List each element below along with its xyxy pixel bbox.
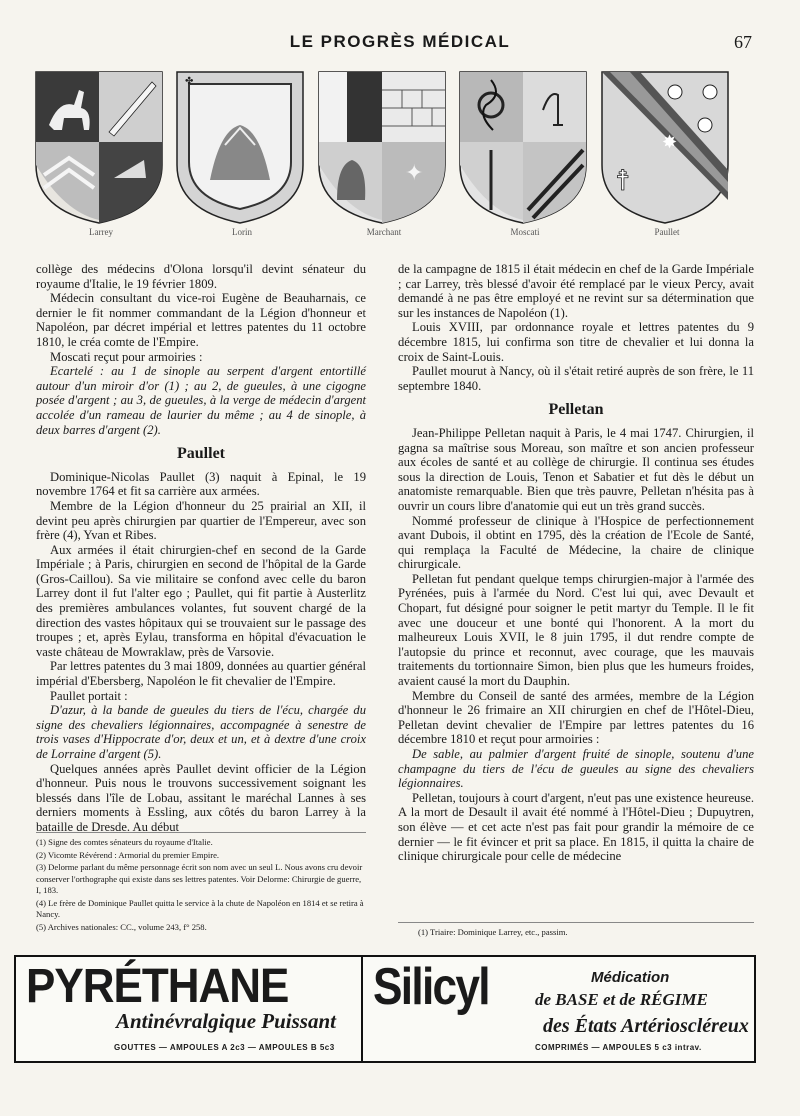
svg-text:☨: ☨ [615, 164, 631, 197]
paragraph: Nommé professeur de clinique à l'Hospice de perfectionnement avant Dubois, il obtint en 1795, dès la création de l'Ecole de Santé, qui remplaça la Faculté de Médecine, la chaire de clinique chirurgicale. [398, 513, 754, 572]
ad-brand-silicyl: Silicyl [373, 958, 489, 1016]
page-number: 67 [734, 32, 752, 52]
blazon-paullet: D'azur, à la bande de gueules du tiers de l'écu, chargée du signe des chevaliers légionnaires, accompagnée à senestre de trois vases d'Hippocrate d'or, deux et un, et à dextre d'une croix de Lorraine d'argent (5). [36, 703, 366, 761]
arms-label: Marchant [366, 227, 402, 237]
page-header [0, 30, 800, 58]
lorin-shield-icon [175, 70, 305, 225]
section-heading-pelletan: Pelletan [548, 401, 604, 419]
left-column [36, 262, 366, 835]
paragraph: collège des médecins d'Olona lorsqu'il devint sénateur du royaume d'Italie, le 19 février 1809. [36, 262, 366, 291]
section-heading-paullet: Paullet [177, 445, 225, 463]
footnote: (1) Signe des comtes sénateurs du royaume d'Italie. [36, 837, 213, 847]
ad-line: de BASE et de RÉGIME [535, 990, 708, 1009]
arms-label: Larrey [89, 227, 113, 237]
footnote: (4) Le frère de Dominique Paullet quitta le service à la chute de Napoléon en 1814 et se retira à Nancy. [36, 897, 364, 919]
arms-label: Lorin [232, 227, 252, 237]
paragraph: Membre du Conseil de santé des armées, membre de la Légion d'honneur le 26 frimaire an XII chirurgien en chef de l'Hôtel-Dieu, Pelletan devint chevalier de l'Empire par lettres patentes du 16 décembre 1810 et reçut pour armoiries : [398, 688, 754, 747]
moscati-shield-icon [458, 70, 588, 225]
paragraph: Quelques années après Paullet devint officier de la Légion d'honneur. Puis nous le trouvons successivement soignant les blessés dans l'île de Lobau, assitant le maréchal Lannes à ses derniers moments à Essling, aux côtés du baron Larrey à la bataille de Dresde. Au début [36, 761, 366, 834]
ad-pyrethane [16, 957, 363, 1061]
paragraph: Médecin consultant du vice-roi Eugène de Beauharnais, ce dernier le fit nommer commandant de la Légion d'honneur et Napoléon, par décret impérial et lettres patentes du 11 octobre 1810, le créa comte de l'Empire. [36, 291, 366, 349]
footnote-right [398, 922, 754, 938]
paragraph: Membre de la Légion d'honneur du 25 prairial an XII, il devint peu après chirurgien par quartier de l'Empereur, avec son frère (4), Yvan et Ribes. [36, 498, 366, 543]
journal-title: LE PROGRÈS MÉDICAL [289, 32, 511, 51]
paragraph: Par lettres patentes du 3 mai 1809, données au quartier général impérial d'Ebersberg, Napoléon le fit chevalier de l'Empire. [36, 659, 366, 689]
blazon-moscati: Ecartelé : au 1 de sinople au serpent d'argent entortillé autour d'un miroir d'or (1) ; au 2, de gueules, à une cigogne posée d'argent ; au 3, de gueules, à la verge de médecin d'argent accolée d'un rameau de laurier du même ; au 4 de sinople, à deux barres d'argent (2). [36, 364, 366, 437]
paullet-shield-icon [600, 70, 730, 225]
advertisement-banner [14, 955, 756, 1063]
ad-footer: COMPRIMÉS — AMPOULES 5 c3 intrav. [535, 1043, 702, 1052]
paragraph: de la campagne de 1815 il était médecin en chef de la Garde Impériale ; car Larrey, très blessé d'avoir été remplacé par le vieux Percy, avait demandé à ne pas être employé et ne revint sur sa détermination que sur les instances de Napoléon (1). [398, 262, 754, 320]
coats-of-arms-row [34, 70, 734, 245]
footnote: (3) Delorme parlant du même personnage écrit son nom avec un seul L. Nous avons cru devoir conserver l'orthographe qui existe dans ses lettres patentes. Voir Delorme: Chirurgie de guerre, I, 183. [36, 862, 363, 895]
marchant-shield-icon [317, 70, 447, 225]
paragraph: Paullet portait : [50, 688, 128, 703]
coat-of-arms-lorin [175, 70, 309, 237]
footnotes-left [36, 832, 366, 934]
paragraph: Aux armées il était chirurgien-chef en second de la Garde Impériale ; à Paris, chirurgien en second de l'hôpital de la Garde (Gros-Caillou). Sa vie militaire se confond avec celle du baron Larrey dont il fut l'alter ego ; Paullet, qui fit partie à Austerlitz des premières ambulances volantes, fut souvent chargé de la direction des vastes hôpitaux qui se trouvaient sur le passage des troupes ; et, après Eylau, transforma en hôpital d'évacuation le vaste château de Mowraklaw, près de Varsovie. [36, 542, 366, 659]
coat-of-arms-paullet [600, 70, 734, 237]
paragraph: Louis XVIII, par ordonnance royale et lettres patentes du 9 décembre 1815, lui confirma son titre de chevalier et lui donna la croix de Saint-Louis. [398, 320, 754, 364]
ad-line: des États Artérioscléreux [543, 1015, 749, 1037]
coat-of-arms-larrey [34, 70, 168, 237]
paragraph: Paullet mourut à Nancy, où il s'était retiré auprès de son frère, le 11 septembre 1840. [398, 364, 754, 393]
blazon-pelletan: De sable, au palmier d'argent fruité de sinople, soutenu d'une champagne du tiers de l'écu de gueules au signe des chevaliers légionnaires. [398, 747, 754, 791]
arms-label: Paullet [654, 227, 680, 237]
ad-silicyl [363, 957, 754, 1061]
ad-line: Médication [591, 969, 670, 986]
coat-of-arms-moscati [458, 70, 592, 237]
footnote: (1) Triaire: Dominique Larrey, etc., passim. [418, 927, 568, 937]
paragraph: Dominique-Nicolas Paullet (3) naquit à Epinal, le 19 novembre 1764 et fit sa carrière aux armées. [36, 469, 366, 499]
right-column [398, 262, 754, 864]
footnote: (5) Archives nationales: CC., volume 243, f° 258. [36, 921, 207, 932]
footnote: (2) Vicomte Révérend : Armorial du premier Empire. [36, 849, 220, 860]
paragraph: Moscati reçut pour armoiries : [50, 349, 203, 364]
ad-brand-pyrethane: PYRÉTHANE [26, 959, 289, 1013]
arms-label: Moscati [510, 227, 540, 237]
svg-text:✤: ✤ [185, 76, 194, 87]
svg-text:✸: ✸ [662, 132, 678, 153]
svg-text:✦: ✦ [405, 161, 424, 186]
larrey-shield-icon [34, 70, 164, 225]
ad-tagline: Antinévralgique Puissant [116, 1009, 336, 1033]
paragraph: Pelletan fut pendant quelque temps chirurgien-major à l'armée des Pyrénées, puis à l'armée du Nord. C'est lui qui, avec Devault et Chopart, fut désigné pour soigner le petit martyr du Temple. Il le fit avec une douceur et une bonté qui l'honorent. A la mort du malheureux Louis XVII, le 8 juin 1795, il dut rendre compte de l'autopsie du prince et reconnut, avec courage, que les mauvais traitements du tortionnaire Simon, bien plus que les humeurs froides, avaient causé la mort du Dauphin. [398, 571, 754, 689]
coat-of-arms-marchant [317, 70, 451, 237]
paragraph: Jean-Philippe Pelletan naquit à Paris, le 4 mai 1747. Chirurgien, il gagna sa maîtrise sous Moreau, son maître et son ancien professeur aux écoles de santé et au collège de chirurgie. Il continua ses études sous la direction de Louis, Tenon et Sabatier et fut dès le début un anatomiste remarquable. Bien que très pauvre, Pelletan n'hésita pas à ouvrir un cours libre d'anatomie qui eut un très grand succès. [398, 425, 754, 513]
ad-footer: GOUTTES — AMPOULES A 2c3 — AMPOULES B 5c3 [114, 1043, 335, 1052]
paragraph: Pelletan, toujours à court d'argent, n'eut pas une existence heureuse. A la mort de Desault il avait été nommé à l'Hôtel-Dieu ; Dupuytren, son élève — et cet acte n'est pas fait pour grandir la mémoire de ce dernier — le fit évincer et prit sa place. En 1815, il quitta la chaire de clinique chirurgicale pour celle de médecine [398, 790, 754, 864]
